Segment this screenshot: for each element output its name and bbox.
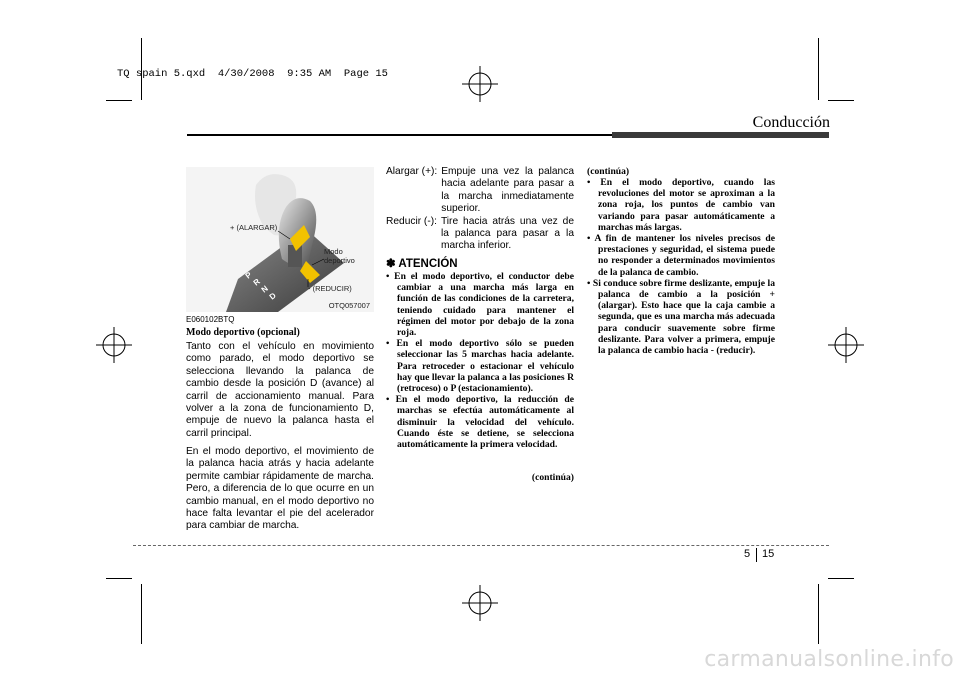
label-modo: Modo xyxy=(324,247,343,256)
list-item: • En el modo deportivo, el conductor debe cambiar a una marcha más larga en función de las condiciones de la carretera, teniendo cuidado para mantener el régimen del motor por debajo de la zona roja. xyxy=(386,271,574,339)
page-number: 15 xyxy=(762,548,775,560)
attention-title: ✽ ATENCIÓN xyxy=(386,258,458,270)
list-item: • En el modo deportivo, cuando las revoluciones del motor se aproximan a la zona roja, los puntos de cambio van variando para pasar automáticamente a marchas más largas. xyxy=(587,177,775,233)
paragraph: En el modo deportivo, el movimiento de la palanca hacia atrás y hacia adelante permite cambiar rápidamente de marcha. Pero, a diferencia de lo que ocurre en un cambio manual, en el modo deportivo no hace falta levantar el pie del acelerador para cambiar de marcha. xyxy=(186,446,374,532)
attention-list-continued xyxy=(587,177,775,356)
crop-mark xyxy=(828,578,854,579)
crop-mark xyxy=(106,100,132,101)
header-rule xyxy=(187,134,612,136)
crop-mark xyxy=(818,38,819,100)
definition-list xyxy=(386,166,574,253)
chapter-number: 5 xyxy=(744,548,751,560)
crop-mark xyxy=(828,100,854,101)
definition-desc: Tire hacia atrás una vez de la palanca para pasar a la marcha inferior. xyxy=(440,215,574,252)
definition-term: Alargar (+): xyxy=(386,166,438,177)
watermark: carmanualsonline.info xyxy=(704,647,954,672)
continued-note: (continúa) xyxy=(531,472,574,483)
section-title: Conducción xyxy=(752,114,830,131)
list-item: • Si conduce sobre firme deslizante, empuje la palanca de cambio a la posición + (alargar). Esto hace que la caja cambie a segunda, que es una marcha más adecuada para conducir suavemente sobre firme deslizante. Para volver a primera, empuje la palanca de cambio hacia - (reducir). xyxy=(587,277,775,357)
gate-letter: P xyxy=(243,270,254,281)
definition-term: Reducir (-): xyxy=(386,215,437,227)
list-item: • En el modo deportivo sólo se pueden seleccionar las 5 marchas hacia adelante. Para retroceder o estacionar el vehículo hay que llevar la palanca a las posiciones R (retroceso) o P (estacionamiento). xyxy=(386,338,574,395)
list-item: • A fin de mantener los niveles precisos de prestaciones y seguridad, el sistema puede no responder a determinados movimientos de la palanca de cambio. xyxy=(587,233,775,278)
attention-list xyxy=(386,271,574,450)
paragraph: Tanto con el vehículo en movimiento como parado, el modo deportivo se selecciona llevando la palanca de cambio desde la posición D (avance) al carril de accionamiento manual. Para volver a la zona de funcionamiento D, empuje de nuevo la palanca hasta el carril principal. xyxy=(186,341,374,439)
figure-code: OTQ057007 xyxy=(328,301,370,310)
definition-desc: Empuje una vez la palanca hacia adelante para pasar a la marcha inmediatamente superior. xyxy=(441,166,574,215)
header-bar xyxy=(612,132,829,138)
crop-mark xyxy=(141,584,142,644)
footer-rule xyxy=(133,545,829,546)
gate-letter: R xyxy=(251,276,262,288)
crop-mark xyxy=(818,584,819,644)
gate-letter: N xyxy=(259,283,270,295)
registration-mark-icon xyxy=(96,327,132,363)
continued-heading: (continúa) xyxy=(587,166,630,177)
registration-mark-icon xyxy=(462,66,498,102)
label-reducir: - (REDUCIR) xyxy=(308,284,352,293)
section-heading: Modo deportivo (opcional) xyxy=(186,327,300,338)
page-separator xyxy=(756,548,757,562)
crop-mark xyxy=(106,578,132,579)
registration-mark-icon xyxy=(828,327,864,363)
list-item: • En el modo deportivo, la reducción de marchas se efectúa automáticamente al disminuir la velocidad del vehículo. Cuando éste se detiene, se selecciona automáticamente la primera velocidad. xyxy=(386,394,574,451)
label-alargar: + (ALARGAR) xyxy=(230,223,278,232)
gate-letter: D xyxy=(267,290,278,302)
print-slug: TQ spain 5.qxd 4/30/2008 9:35 AM Page 15 xyxy=(117,68,388,80)
definition-alargar xyxy=(386,166,574,216)
registration-mark-icon xyxy=(462,585,498,621)
section-code: E060102BTQ xyxy=(186,315,235,324)
gear-shift-figure xyxy=(186,167,374,312)
label-deportivo: deportivo xyxy=(324,256,355,265)
definition-reducir xyxy=(386,216,574,253)
